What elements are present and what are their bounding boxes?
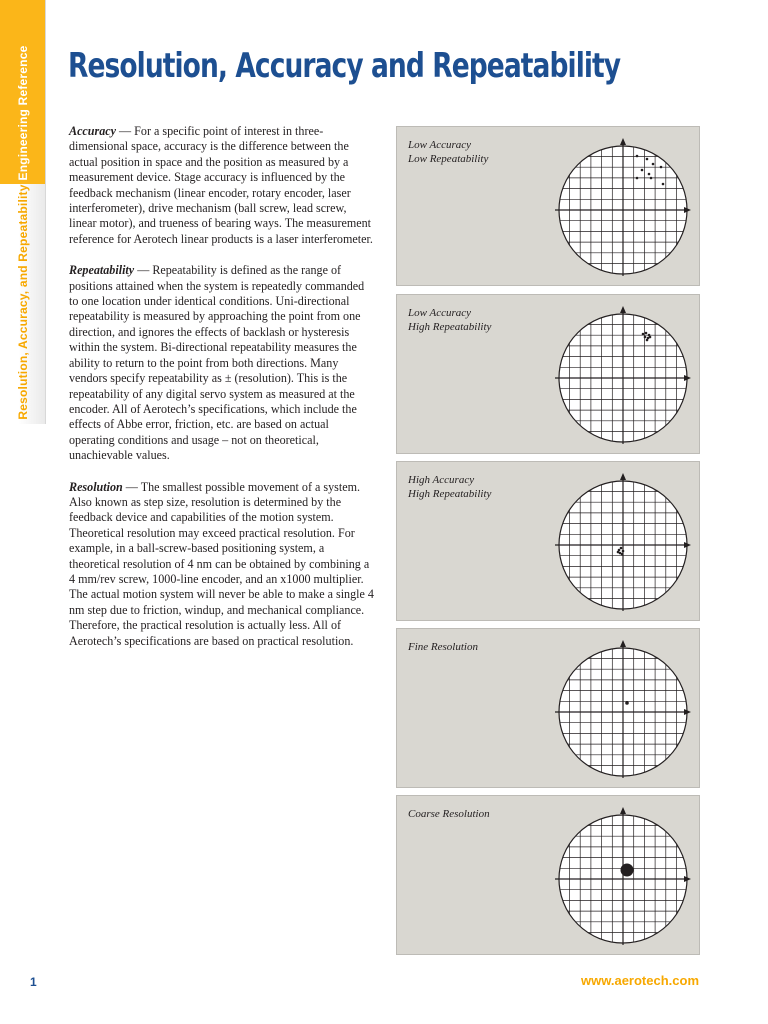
target-grid-diagram [553,134,693,279]
sidebar-topic-label: Resolution, Accuracy, and Repeatability [16,184,30,420]
repeatability-term: Repeatability [69,263,135,278]
repeatability-paragraph [69,263,375,463]
figure-panel-high-accuracy-high-repeatability [396,461,700,621]
measurement-point [646,158,649,161]
measurement-point [636,155,639,158]
figure-caption-line1: Coarse Resolution [408,808,490,820]
measurement-point [649,336,652,339]
measurement-point [621,553,624,556]
y-axis-arrow-icon [620,306,626,313]
figure-panel-low-accuracy-low-repeatability [396,126,700,286]
figure-caption [408,307,491,334]
target-grid-diagram [553,469,693,614]
figure-panel-low-accuracy-high-repeatability [396,294,700,454]
target-grid-diagram [553,803,693,948]
figure-panel-fine-resolution [396,628,700,788]
measurement-point [641,169,644,172]
figure-caption [408,641,478,655]
measurement-point [660,166,663,169]
side-tab [0,0,46,1024]
figure-caption [408,474,491,501]
measurement-point [650,177,653,180]
target-grid-diagram [553,636,693,781]
page-title: Resolution, Accuracy and Repeatability [68,46,621,86]
resolution-text: — The smallest possible movement of a system. Also known as step size, resolution is determined by the feedback device and capabilities of the motion system. Theoretical resolution may exceed practical resolution. For example, in a ball-screw-based positioning system, a theoretical resolution of 4 nm can be obtained by combining a 4 mm/rev screw, 1000-line encoder, and an x1000 multiplier. The actual motion system will never be able to make a single 4 nm step due to friction, windup, and mechanical compliance. Therefore, the practical resolution is actually less. All of Aerotech’s specifications are based on practical resolution. [69,479,374,648]
accuracy-text: — For a specific point of interest in three-dimensional space, accuracy is the difference between the actual position in space and the position as measured by a measurement device. Stage accuracy is influenced by the feedback mechanism (linear encoder, rotary encoder, laser interferometer), drive mechanism (ball screw, lead screw, linear motor), and trueness of bearing ways. The measurement reference for Aerotech linear products is a laser interferometer. [69,124,373,246]
body-text [69,124,375,665]
measurement-point [662,183,665,186]
figure-panel-coarse-resolution [396,795,700,955]
y-axis-arrow-icon [620,640,626,647]
measurement-point [648,173,651,176]
measurement-point [636,177,639,180]
measurement-point [620,547,623,550]
resolution-paragraph [69,480,375,649]
measurement-point [645,332,648,335]
side-tab-divider [45,0,46,424]
measurement-point [617,551,620,554]
measurement-point [622,550,625,553]
y-axis-arrow-icon [620,473,626,480]
measurement-point [644,336,647,339]
y-axis-arrow-icon [620,807,626,814]
accuracy-paragraph [69,124,375,247]
figure-caption-line2: High Repeatability [408,487,492,500]
repeatability-text: — Repeatability is defined as the range of positions attained when the system is repeatedly commanded to one location under identical conditions. Uni-directional repeatability is measured by approaching the point from one direction, and ignores the effects of backlash or hysteresis within the system. Bi-directional repeatability measures the ability to return to the point from both directions. Many vendors specify repeatability as ± (resolution). This is the repeatability of any digital servo system as measured at the encoder. All of Aerotech’s specifications, which include the effects of Abbe error, friction, etc. are based on actual operating conditions and usage – not on theoretical, unachievable values. [69,263,365,463]
figure-caption-line1: High Accuracy [408,474,475,486]
resolution-step-dot [625,701,629,705]
page-number: 1 [30,975,37,989]
footer-url-link[interactable]: www.aerotech.com [581,973,699,988]
measurement-point [652,163,655,166]
resolution-step-dot [621,864,634,877]
figure-caption [408,808,490,822]
sidebar-section-label: Engineering Reference [16,45,30,181]
accuracy-term: Accuracy [69,124,117,138]
resolution-term: Resolution [69,479,123,494]
measurement-point [646,339,649,342]
figure-caption [408,139,488,166]
figure-caption-line2: High Repeatability [408,320,492,333]
figure-caption-line1: Low Accuracy [408,307,472,319]
figure-caption-line1: Fine Resolution [408,641,478,653]
measurement-point [642,333,645,336]
y-axis-arrow-icon [620,138,626,145]
target-grid-diagram [553,302,693,447]
figure-caption-line2: Low Repeatability [408,152,489,165]
figure-caption-line1: Low Accuracy [408,139,472,151]
